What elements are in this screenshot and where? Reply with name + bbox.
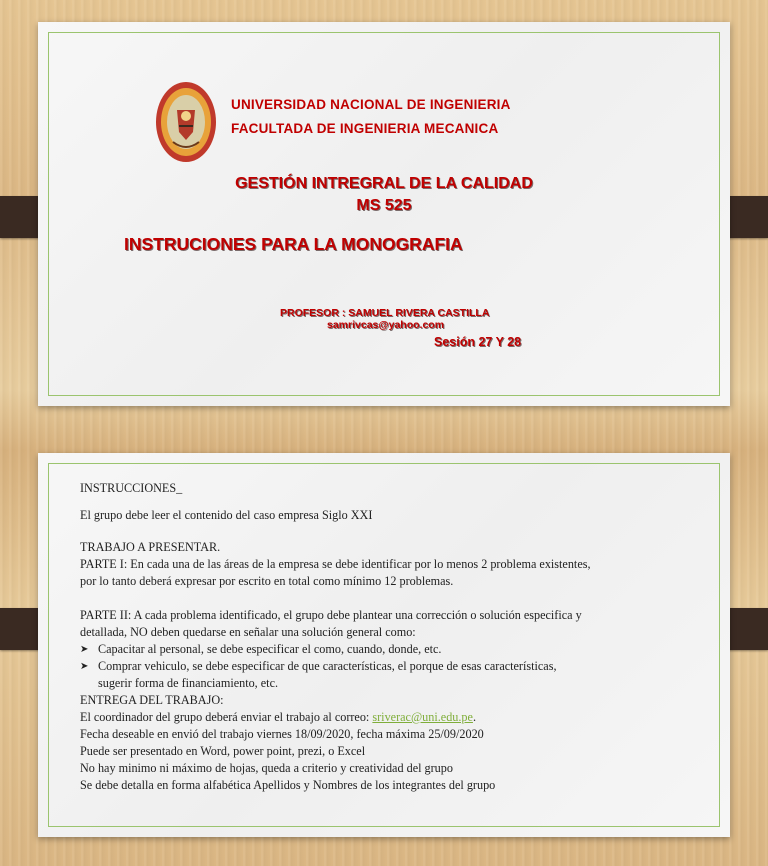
format-line: Puede ser presentado en Word, power point, prezi, o Excel (80, 744, 366, 758)
arrow-bullet-icon: ➤ (80, 661, 89, 672)
professor-email: samrivcas@yahoo.com (327, 319, 445, 331)
course-code: MS 525 (356, 197, 412, 214)
instructions-body (80, 480, 720, 794)
document-title: INSTRUCIONES PARA LA MONOGRAFIA (124, 234, 463, 254)
professor-name: PROFESOR : SAMUEL RIVERA CASTILLA (280, 307, 490, 319)
coordinator-text: El coordinador del grupo deberá enviar el trabajo al correo: (80, 710, 373, 724)
coordinator-line (80, 709, 720, 726)
course-title: GESTIÓN INTREGRAL DE LA CALIDAD (235, 175, 533, 192)
bullet-2-text: Comprar vehiculo, se debe especificar de que características, el porque de esas características, (98, 659, 557, 673)
bullet-item-1 (80, 641, 720, 658)
intro-line: El grupo debe leer el contenido del caso empresa Siglo XXI (80, 508, 373, 522)
parte1-line1: PARTE I: En cada una de las áreas de la empresa se debe identificar por lo menos 2 problema existentes, (80, 557, 591, 571)
coordinator-email-link[interactable]: sriverac@uni.edu.pe (372, 710, 473, 724)
arrow-bullet-icon: ➤ (80, 644, 89, 655)
bullet-1-text: Capacitar al personal, se debe especificar el como, cuando, donde, etc. (98, 642, 442, 656)
entrega-heading: ENTREGA DEL TRABAJO: (80, 693, 224, 707)
university-name: UNIVERSIDAD NACIONAL DE INGENIERIA (231, 97, 511, 112)
parte2-line1: PARTE II: A cada problema identificado, el grupo debe plantear una corrección o solución especifica y (80, 608, 582, 622)
faculty-name: FACULTADA DE INGENIERIA MECANICA (231, 121, 499, 136)
dates-line: Fecha deseable en envió del trabajo viernes 18/09/2020, fecha máxima 25/09/2020 (80, 727, 484, 741)
bullet-2-continuation: sugerir forma de financiamiento, etc. (98, 676, 279, 690)
names-line: Se debe detalla en forma alfabética Apellidos y Nombres de los integrantes del grupo (80, 778, 496, 792)
parte2-line2: detallada, NO deben quedarse en señalar una solución general como: (80, 625, 416, 639)
university-seal-icon (155, 80, 217, 164)
bullet-item-2 (80, 658, 720, 675)
session-label: Sesión 27 Y 28 (434, 335, 522, 349)
trabajo-heading: TRABAJO A PRESENTAR. (80, 540, 221, 554)
slide-title (38, 22, 730, 406)
slide-instructions (38, 453, 730, 837)
coordinator-end: . (472, 710, 476, 724)
parte1-line2: por lo tanto deberá expresar por escrito en total como mínimo 12 problemas. (80, 574, 454, 588)
instructions-heading: INSTRUCCIONES_ (80, 481, 183, 495)
pages-line: No hay minimo ni máximo de hojas, queda a criterio y creatividad del grupo (80, 761, 453, 775)
